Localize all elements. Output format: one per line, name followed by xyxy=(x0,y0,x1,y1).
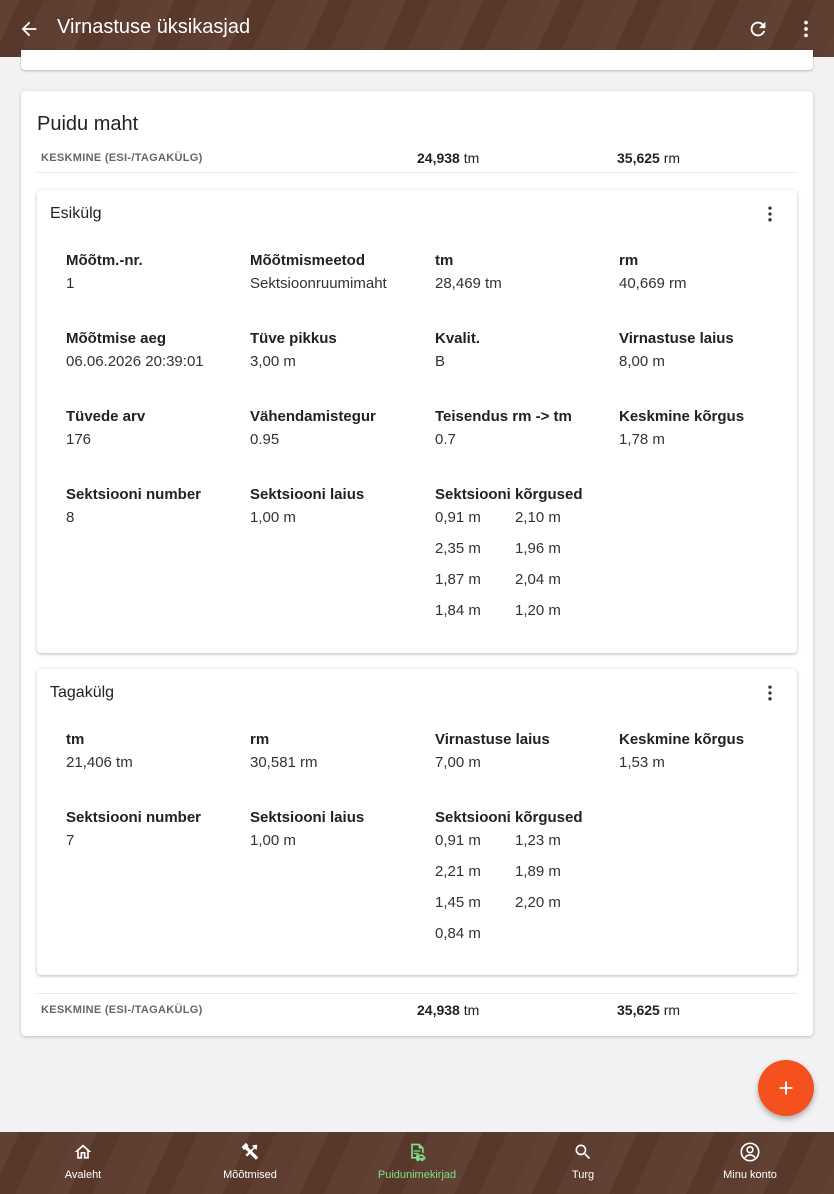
app-bar xyxy=(0,0,834,57)
refresh-icon[interactable] xyxy=(743,14,773,44)
section-height-value: 2,04 m xyxy=(515,571,561,588)
section-height-value: 1,96 m xyxy=(515,540,561,557)
hammer-pick-icon xyxy=(239,1141,261,1163)
back-side-title: Tagakülg xyxy=(50,684,115,701)
summary-label: KESKMINE (ESI-/TAGAKÜLG) xyxy=(41,1004,203,1016)
more-vert-icon[interactable] xyxy=(791,14,821,44)
field-average-height: Keskmine kõrgus 1,53 m xyxy=(619,731,745,771)
section-height-value: 0,91 m xyxy=(435,832,481,849)
front-side-title: Esikülg xyxy=(50,205,102,222)
front-side-card xyxy=(37,190,797,653)
summary-rm: 35,625 rm xyxy=(617,1002,681,1018)
back-side-card xyxy=(37,669,797,975)
add-button[interactable] xyxy=(758,1060,814,1116)
field-section-number: Sektsiooni number 7 xyxy=(66,809,202,849)
section-height-value: 0,84 m xyxy=(435,925,481,942)
bottom-navigation xyxy=(0,1132,834,1194)
search-icon xyxy=(573,1141,593,1163)
field-measurement-number: Mõõtm.-nr. 1 xyxy=(66,252,143,292)
page-title: Virnastuse üksikasjad xyxy=(57,16,251,38)
section-height-value: 2,35 m xyxy=(435,540,481,557)
field-section-heights: Sektsiooni kõrgused xyxy=(435,809,583,826)
section-height-value: 1,87 m xyxy=(435,571,481,588)
field-stack-width: Virnastuse laius 8,00 m xyxy=(619,330,734,370)
nav-item-wood-lists[interactable]: Puidunimekirjad xyxy=(357,1132,477,1194)
average-summary-top xyxy=(37,147,797,173)
more-vert-icon[interactable] xyxy=(758,681,782,705)
section-height-value: 1,23 m xyxy=(515,832,561,849)
field-log-length: Tüve pikkus 3,00 m xyxy=(250,330,337,370)
account-icon xyxy=(739,1141,761,1163)
truck-list-icon xyxy=(407,1141,427,1163)
wood-volume-heading: Puidu maht xyxy=(37,113,139,135)
field-conversion: Teisendus rm -> tm 0.7 xyxy=(435,408,572,448)
nav-item-account[interactable]: Minu konto xyxy=(690,1132,810,1194)
summary-label: KESKMINE (ESI-/TAGAKÜLG) xyxy=(41,152,203,164)
field-section-width: Sektsiooni laius 1,00 m xyxy=(250,809,365,849)
section-height-value: 2,20 m xyxy=(515,894,561,911)
section-height-value: 0,91 m xyxy=(435,509,481,526)
wood-volume-card xyxy=(21,91,813,1036)
field-rm: rm 40,669 rm xyxy=(619,252,687,292)
section-height-value: 1,45 m xyxy=(435,894,481,911)
more-vert-icon[interactable] xyxy=(758,202,782,226)
nav-item-measurements[interactable]: Mõõtmised xyxy=(190,1132,310,1194)
field-tm: tm 28,469 tm xyxy=(435,252,502,292)
field-average-height: Keskmine kõrgus 1,78 m xyxy=(619,408,745,448)
section-height-value: 1,89 m xyxy=(515,863,561,880)
section-height-value: 2,10 m xyxy=(515,509,561,526)
field-section-width: Sektsiooni laius 1,00 m xyxy=(250,486,365,526)
home-icon xyxy=(73,1141,93,1163)
field-tm: tm 21,406 tm xyxy=(66,731,133,771)
field-quality: Kvalit. B xyxy=(435,330,481,370)
field-log-count: Tüvede arv 176 xyxy=(66,408,146,448)
section-height-value: 1,20 m xyxy=(515,602,561,619)
summary-rm: 35,625 rm xyxy=(617,150,681,166)
section-height-value: 2,21 m xyxy=(435,863,481,880)
field-section-heights: Sektsiooni kõrgused xyxy=(435,486,583,503)
previous-card xyxy=(21,50,813,70)
summary-tm: 24,938 tm xyxy=(417,150,480,166)
nav-item-home[interactable]: Avaleht xyxy=(23,1132,143,1194)
nav-item-market[interactable]: Turg xyxy=(523,1132,643,1194)
plus-icon xyxy=(775,1077,797,1099)
field-rm: rm 30,581 rm xyxy=(250,731,318,771)
field-section-number: Sektsiooni number 8 xyxy=(66,486,202,526)
section-height-value: 1,84 m xyxy=(435,602,481,619)
summary-tm: 24,938 tm xyxy=(417,1002,480,1018)
field-stack-width: Virnastuse laius 7,00 m xyxy=(435,731,550,771)
back-arrow-icon[interactable] xyxy=(14,14,44,44)
field-measurement-time: Mõõtmise aeg 06.06.2026 20:39:01 xyxy=(66,330,204,370)
average-summary-bottom xyxy=(37,993,797,1019)
field-reduction-factor: Vähendamistegur 0.95 xyxy=(250,408,376,448)
field-measurement-method: Mõõtmismeetod Sektsioonruumimaht xyxy=(250,252,387,292)
